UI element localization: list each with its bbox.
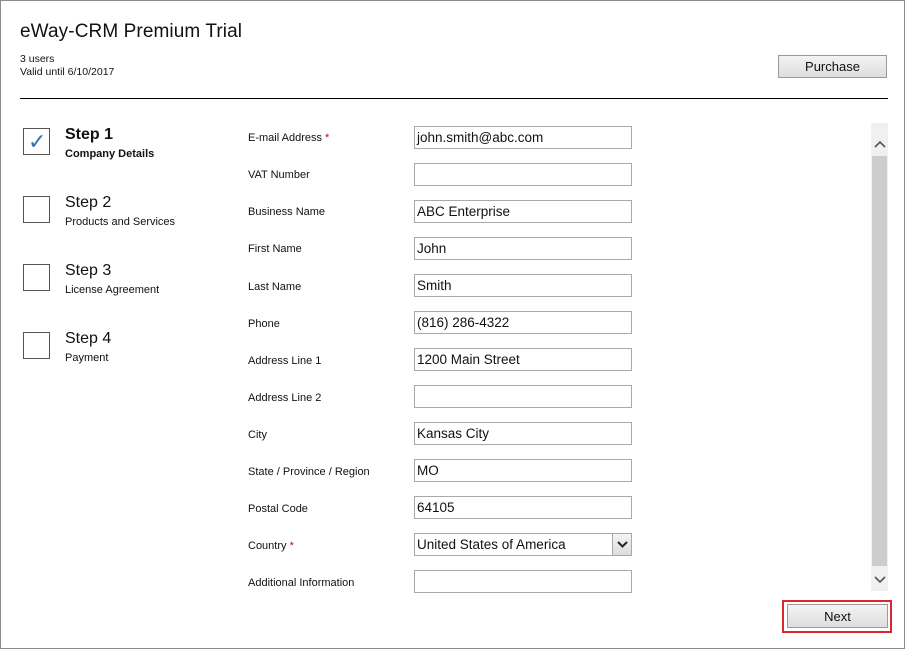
dialog-title: eWay-CRM Premium Trial <box>20 21 243 42</box>
required-marker: * <box>289 540 294 552</box>
valid-until: Valid until 6/10/2017 <box>20 66 115 78</box>
required-marker: * <box>325 132 330 144</box>
address-line-1-label: Address Line 1 <box>248 355 322 367</box>
purchase-button[interactable]: Purchase <box>778 55 887 78</box>
address-line-1-field[interactable]: 1200 Main Street <box>414 348 632 371</box>
vat-label: VAT Number <box>248 169 310 181</box>
city-label: City <box>248 429 267 441</box>
state-field[interactable]: MO <box>414 459 632 482</box>
last-name-label: Last Name <box>248 281 302 293</box>
postal-code-label: Postal Code <box>248 503 308 515</box>
country-select[interactable] <box>414 533 632 556</box>
postal-code-field[interactable]: 64105 <box>414 496 632 519</box>
business-name-field[interactable]: ABC Enterprise <box>414 200 632 223</box>
first-name-field[interactable]: John <box>414 237 632 260</box>
email-label: E-mail Address * <box>248 132 330 144</box>
checkmark-icon: ✓ <box>28 129 47 154</box>
step-4-title: Step 4 <box>65 330 112 347</box>
step-1-subtitle: Company Details <box>65 148 155 160</box>
step-4-subtitle: Payment <box>65 352 109 364</box>
step-2-subtitle: Products and Services <box>65 216 176 228</box>
chevron-down-icon[interactable] <box>612 534 631 555</box>
step-3-subtitle: License Agreement <box>65 284 160 296</box>
email-field[interactable]: john.smith@abc.com <box>414 126 632 149</box>
country-value: United States of America <box>417 537 566 552</box>
business-name-label: Business Name <box>248 206 326 218</box>
city-field[interactable]: Kansas City <box>414 422 632 445</box>
step-3-title: Step 3 <box>65 262 112 279</box>
address-line-2-label: Address Line 2 <box>248 392 322 404</box>
phone-label: Phone <box>248 318 280 330</box>
header-divider <box>20 98 888 99</box>
form-scrollbar[interactable] <box>871 123 888 591</box>
address-line-2-field[interactable] <box>414 385 632 408</box>
additional-info-field[interactable] <box>414 570 632 593</box>
vat-field[interactable] <box>414 163 632 186</box>
additional-info-label: Additional Information <box>248 577 355 589</box>
last-name-field[interactable]: Smith <box>414 274 632 297</box>
country-label: Country * <box>248 540 294 552</box>
step-2-title: Step 2 <box>65 194 112 211</box>
chevron-down-icon[interactable] <box>871 571 888 588</box>
users-count: 3 users <box>20 53 55 65</box>
step-3-checkbox <box>23 264 50 291</box>
step-4-checkbox <box>23 332 50 359</box>
chevron-up-icon[interactable] <box>871 135 888 152</box>
step-2-checkbox <box>23 196 50 223</box>
first-name-label: First Name <box>248 243 302 255</box>
next-button[interactable]: Next <box>787 604 888 628</box>
step-1-checkbox <box>23 128 50 155</box>
step-1-title: Step 1 <box>65 126 114 143</box>
scrollbar-thumb[interactable] <box>872 156 887 566</box>
state-label: State / Province / Region <box>248 466 370 478</box>
phone-field[interactable]: (816) 286-4322 <box>414 311 632 334</box>
